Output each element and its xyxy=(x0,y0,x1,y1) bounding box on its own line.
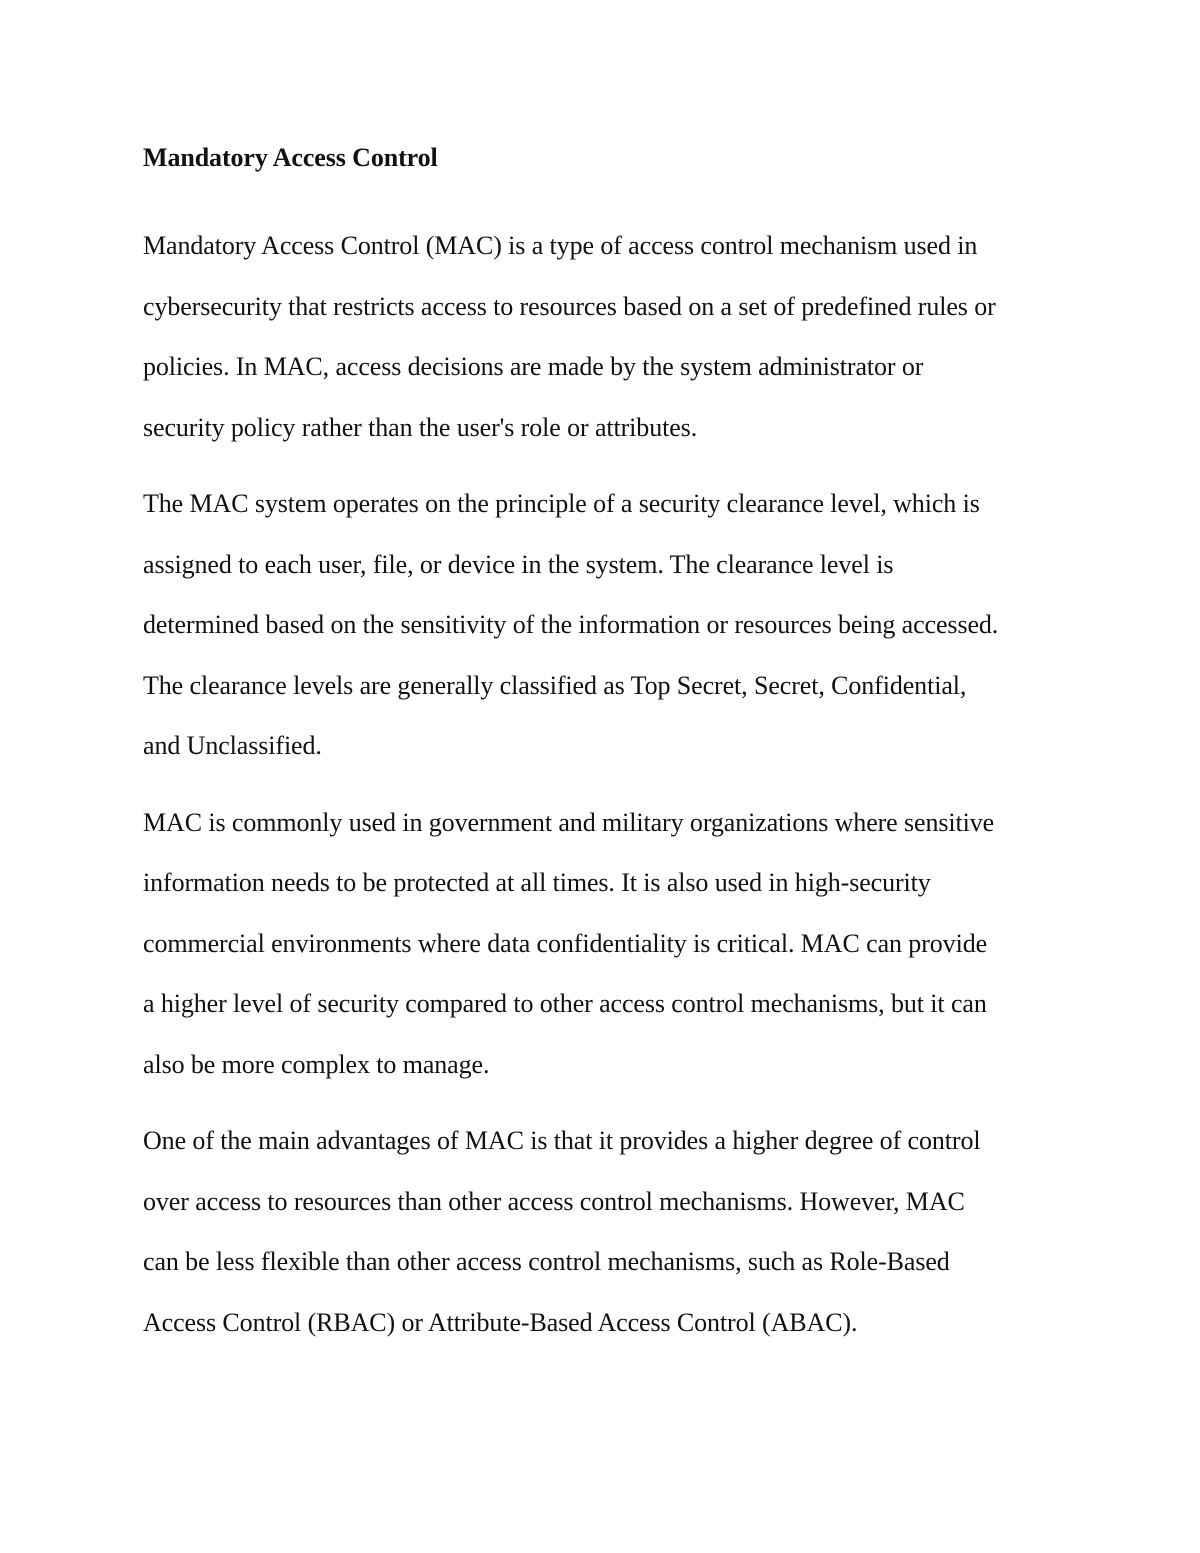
text-line: Access Control (RBAC) or Attribute-Based Access Control (ABAC). xyxy=(143,1307,858,1337)
text-line: can be less flexible than other access control mechanisms, such as Role-Based xyxy=(143,1247,950,1276)
paragraph-4 xyxy=(143,1111,1063,1353)
paragraph-2 xyxy=(143,474,1063,777)
text-line: also be more complex to manage. xyxy=(143,1049,490,1079)
text-line: determined based on the sensitivity of the information or resources being accessed. xyxy=(143,610,999,639)
text-line: Mandatory Access Control (MAC) is a type of access control mechanism used in xyxy=(143,231,978,260)
text-line: commercial environments where data confidentiality is critical. MAC can provide xyxy=(143,928,988,958)
paragraph-spacing xyxy=(143,777,1063,793)
paragraph-1 xyxy=(143,216,1063,458)
text-line: a higher level of security compared to other access control mechanisms, but it can xyxy=(143,989,987,1018)
title-spacing xyxy=(143,178,1063,216)
text-line: policies. In MAC, access decisions are made by the system administrator or xyxy=(143,352,924,381)
text-line: over access to resources than other access control mechanisms. However, MAC xyxy=(143,1186,965,1216)
text-line: The MAC system operates on the principle of a security clearance level, which is xyxy=(143,489,980,518)
text-line: assigned to each user, file, or device in the system. The clearance level is xyxy=(143,549,894,579)
text-line: The clearance levels are generally classified as Top Secret, Secret, Confidential, xyxy=(143,670,967,700)
paragraph-spacing xyxy=(143,458,1063,474)
paragraph-3 xyxy=(143,793,1063,1096)
document-title: Mandatory Access Control xyxy=(143,143,438,172)
text-line: and Unclassified. xyxy=(143,731,322,760)
text-line: MAC is commonly used in government and military organizations where sensitive xyxy=(143,807,995,837)
text-line: cybersecurity that restricts access to resources based on a set of predefined rules or xyxy=(143,291,996,321)
text-line: information needs to be protected at all times. It is also used in high-security xyxy=(143,868,931,897)
paragraph-spacing xyxy=(143,1095,1063,1111)
text-line: security policy rather than the user's role or attributes. xyxy=(143,412,698,442)
document-body xyxy=(143,138,1063,1353)
text-line: One of the main advantages of MAC is that it provides a higher degree of control xyxy=(143,1126,981,1155)
